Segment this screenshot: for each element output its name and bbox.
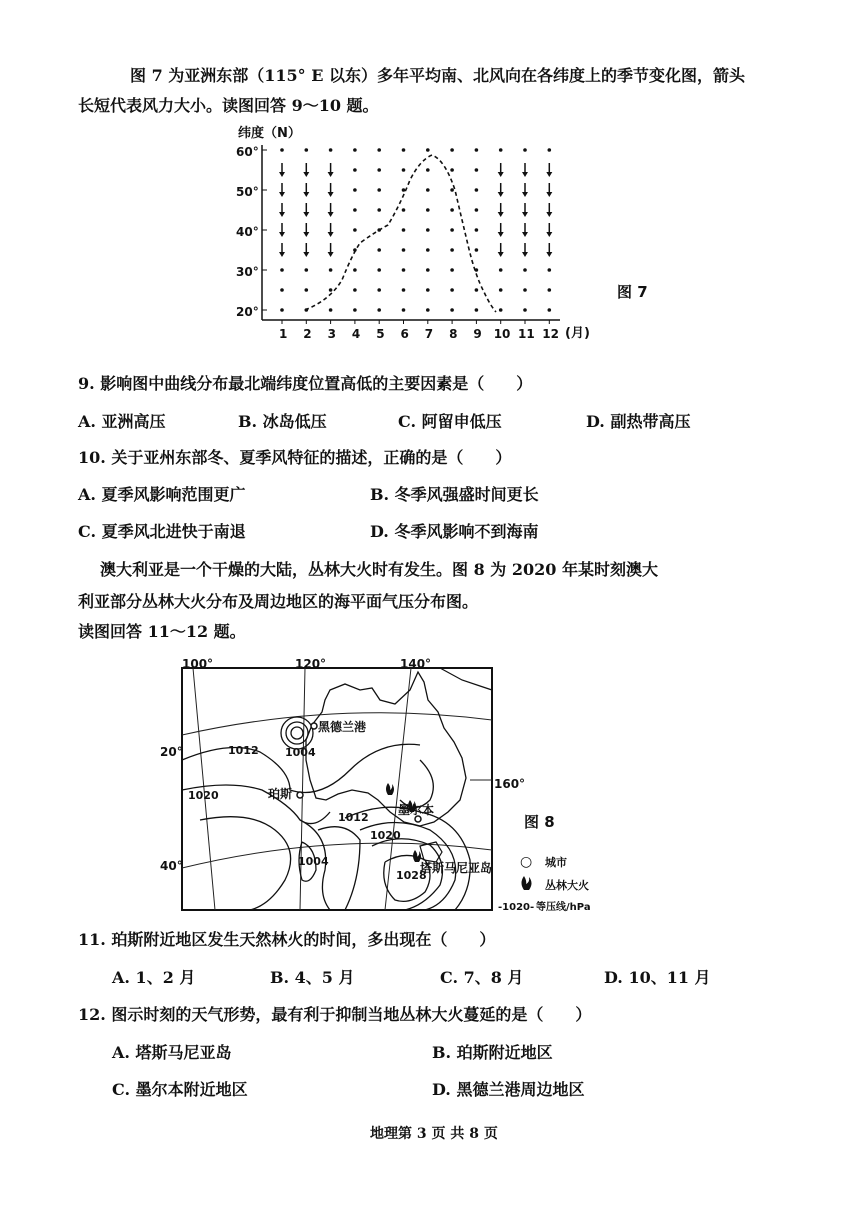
isobar-label-1012-south: 1012 xyxy=(338,811,369,824)
legend-isobar-value: -1020- xyxy=(498,902,535,913)
place-perth: 珀斯 xyxy=(268,787,293,801)
q11-option-a: A. 1、2 月 xyxy=(112,968,196,987)
fig7-caption: 图 7 xyxy=(617,283,648,301)
fig7-y-tick-label: 20° xyxy=(236,305,259,319)
page-footer: 地理第 3 页 共 8 页 xyxy=(370,1126,498,1142)
legend-isobar-label: 等压线/hPa xyxy=(536,902,591,913)
place-tasmania: 塔斯马尼亚岛 xyxy=(420,861,493,875)
fire-icon xyxy=(386,783,394,795)
isobar-label-1012-west: 1012 xyxy=(228,744,259,757)
q10-option-a: A. 夏季风影响范围更广 xyxy=(78,485,246,504)
q11-stem: 11. 珀斯附近地区发生天然林火的时间，多出现在（ ） xyxy=(78,930,496,949)
intro2-line1: 澳大利亚是一个干燥的大陆，丛林大火时有发生。图 8 为 2020 年某时刻澳大 xyxy=(100,560,658,579)
intro1-line1: 图 7 为亚洲东部（115° E 以东）多年平均南、北风向在各纬度上的季节变化图，箭头 xyxy=(130,66,746,85)
fig7-y-tick-label: 50° xyxy=(236,185,259,199)
intro1-line2: 长短代表风力大小。读图回答 9～10 题。 xyxy=(78,96,379,115)
q9-stem: 9. 影响图中曲线分布最北端纬度位置高低的主要因素是（ ） xyxy=(78,374,533,393)
q11-option-b: B. 4、5 月 xyxy=(270,968,355,987)
papua-coastline xyxy=(440,668,492,690)
city-perth-marker xyxy=(297,792,303,798)
fig7-x-tick-label: 6 xyxy=(400,327,409,341)
fig8-caption: 图 8 xyxy=(524,813,555,831)
q11-option-c: C. 7、8 月 xyxy=(440,968,524,987)
australia-coastline xyxy=(306,672,466,826)
fig7-x-tick-label: 9 xyxy=(473,327,482,341)
q9-option-d: D. 副热带高压 xyxy=(586,412,691,431)
isobar-label-1020-east: 1020 xyxy=(370,829,401,842)
place-melbourne: 墨尔本 xyxy=(398,803,435,817)
q10-stem: 10. 关于亚州东部冬、夏季风特征的描述，正确的是（ ） xyxy=(78,448,512,467)
q12-option-b: B. 珀斯附近地区 xyxy=(432,1043,553,1062)
q12-option-c: C. 墨尔本附近地区 xyxy=(112,1080,248,1099)
q9-option-b: B. 冰岛低压 xyxy=(238,412,327,431)
fig7-y-tick-label: 60° xyxy=(236,145,259,159)
fig7-x-tick-label: 4 xyxy=(351,327,361,341)
fig7-x-tick-label: 12 xyxy=(542,327,559,341)
isobar-label-1028: 1028 xyxy=(396,869,427,882)
fig7-x-tick-label: 10 xyxy=(493,327,511,341)
q9-option-c: C. 阿留申低压 xyxy=(398,412,502,431)
legend-fire-icon xyxy=(516,872,536,892)
place-port-hedland: 黑德兰港 xyxy=(318,720,367,734)
fig8-lon-100: 100° xyxy=(182,657,214,671)
fig7-x-tick-label: 1 xyxy=(279,327,288,341)
legend-city-symbol: ○ xyxy=(520,854,533,870)
fig8-lon-140: 140° xyxy=(400,657,432,671)
fig7-x-tick-label: 8 xyxy=(449,327,458,341)
fig7-x-tick-label: 7 xyxy=(424,327,434,341)
isobar-label-1004-low: 1004 xyxy=(285,746,316,759)
fig7-y-tick-label: 40° xyxy=(236,225,259,239)
q11-option-d: D. 10、11 月 xyxy=(604,968,711,987)
fig8-lon-160: 160° xyxy=(494,777,526,791)
fig7-x-tick-label: 11 xyxy=(518,327,535,341)
fig7-x-tick-label: 3 xyxy=(327,327,336,341)
fig7-x-unit: (月) xyxy=(565,326,590,341)
q10-option-b: B. 冬季风强盛时间更长 xyxy=(370,485,539,504)
q12-option-d: D. 黑德兰港周边地区 xyxy=(432,1080,585,1099)
q9-option-a: A. 亚洲高压 xyxy=(78,412,166,431)
q10-option-d: D. 冬季风影响不到海南 xyxy=(370,522,539,541)
fig7-x-tick-label: 5 xyxy=(376,327,385,341)
intro2-line3: 读图回答 11～12 题。 xyxy=(78,622,246,641)
fig8-lat-40: 40° xyxy=(160,859,183,873)
city-port-hedland-marker xyxy=(311,723,317,729)
fig7-x-tick-label: 2 xyxy=(303,327,312,341)
legend-fire-label: 丛林大火 xyxy=(545,879,589,892)
fig8-lat-20: 20° xyxy=(160,745,183,759)
q12-option-a: A. 塔斯马尼亚岛 xyxy=(112,1043,232,1062)
fig7-y-tick-label: 30° xyxy=(236,265,259,279)
legend-city-label: 城市 xyxy=(545,856,567,869)
isobar-label-1020-west: 1020 xyxy=(188,789,219,802)
q12-stem: 12. 图示时刻的天气形势，最有利于抑制当地丛林大火蔓延的是（ ） xyxy=(78,1005,592,1024)
fig8-lon-120: 120° xyxy=(295,657,327,671)
intro2-line2: 利亚部分丛林大火分布及周边地区的海平面气压分布图。 xyxy=(78,592,479,611)
fig7-ylabel: 纬度（N） xyxy=(238,126,301,141)
isobar-label-1004-south: 1004 xyxy=(298,855,329,868)
q10-option-c: C. 夏季风北进快于南退 xyxy=(78,522,246,541)
